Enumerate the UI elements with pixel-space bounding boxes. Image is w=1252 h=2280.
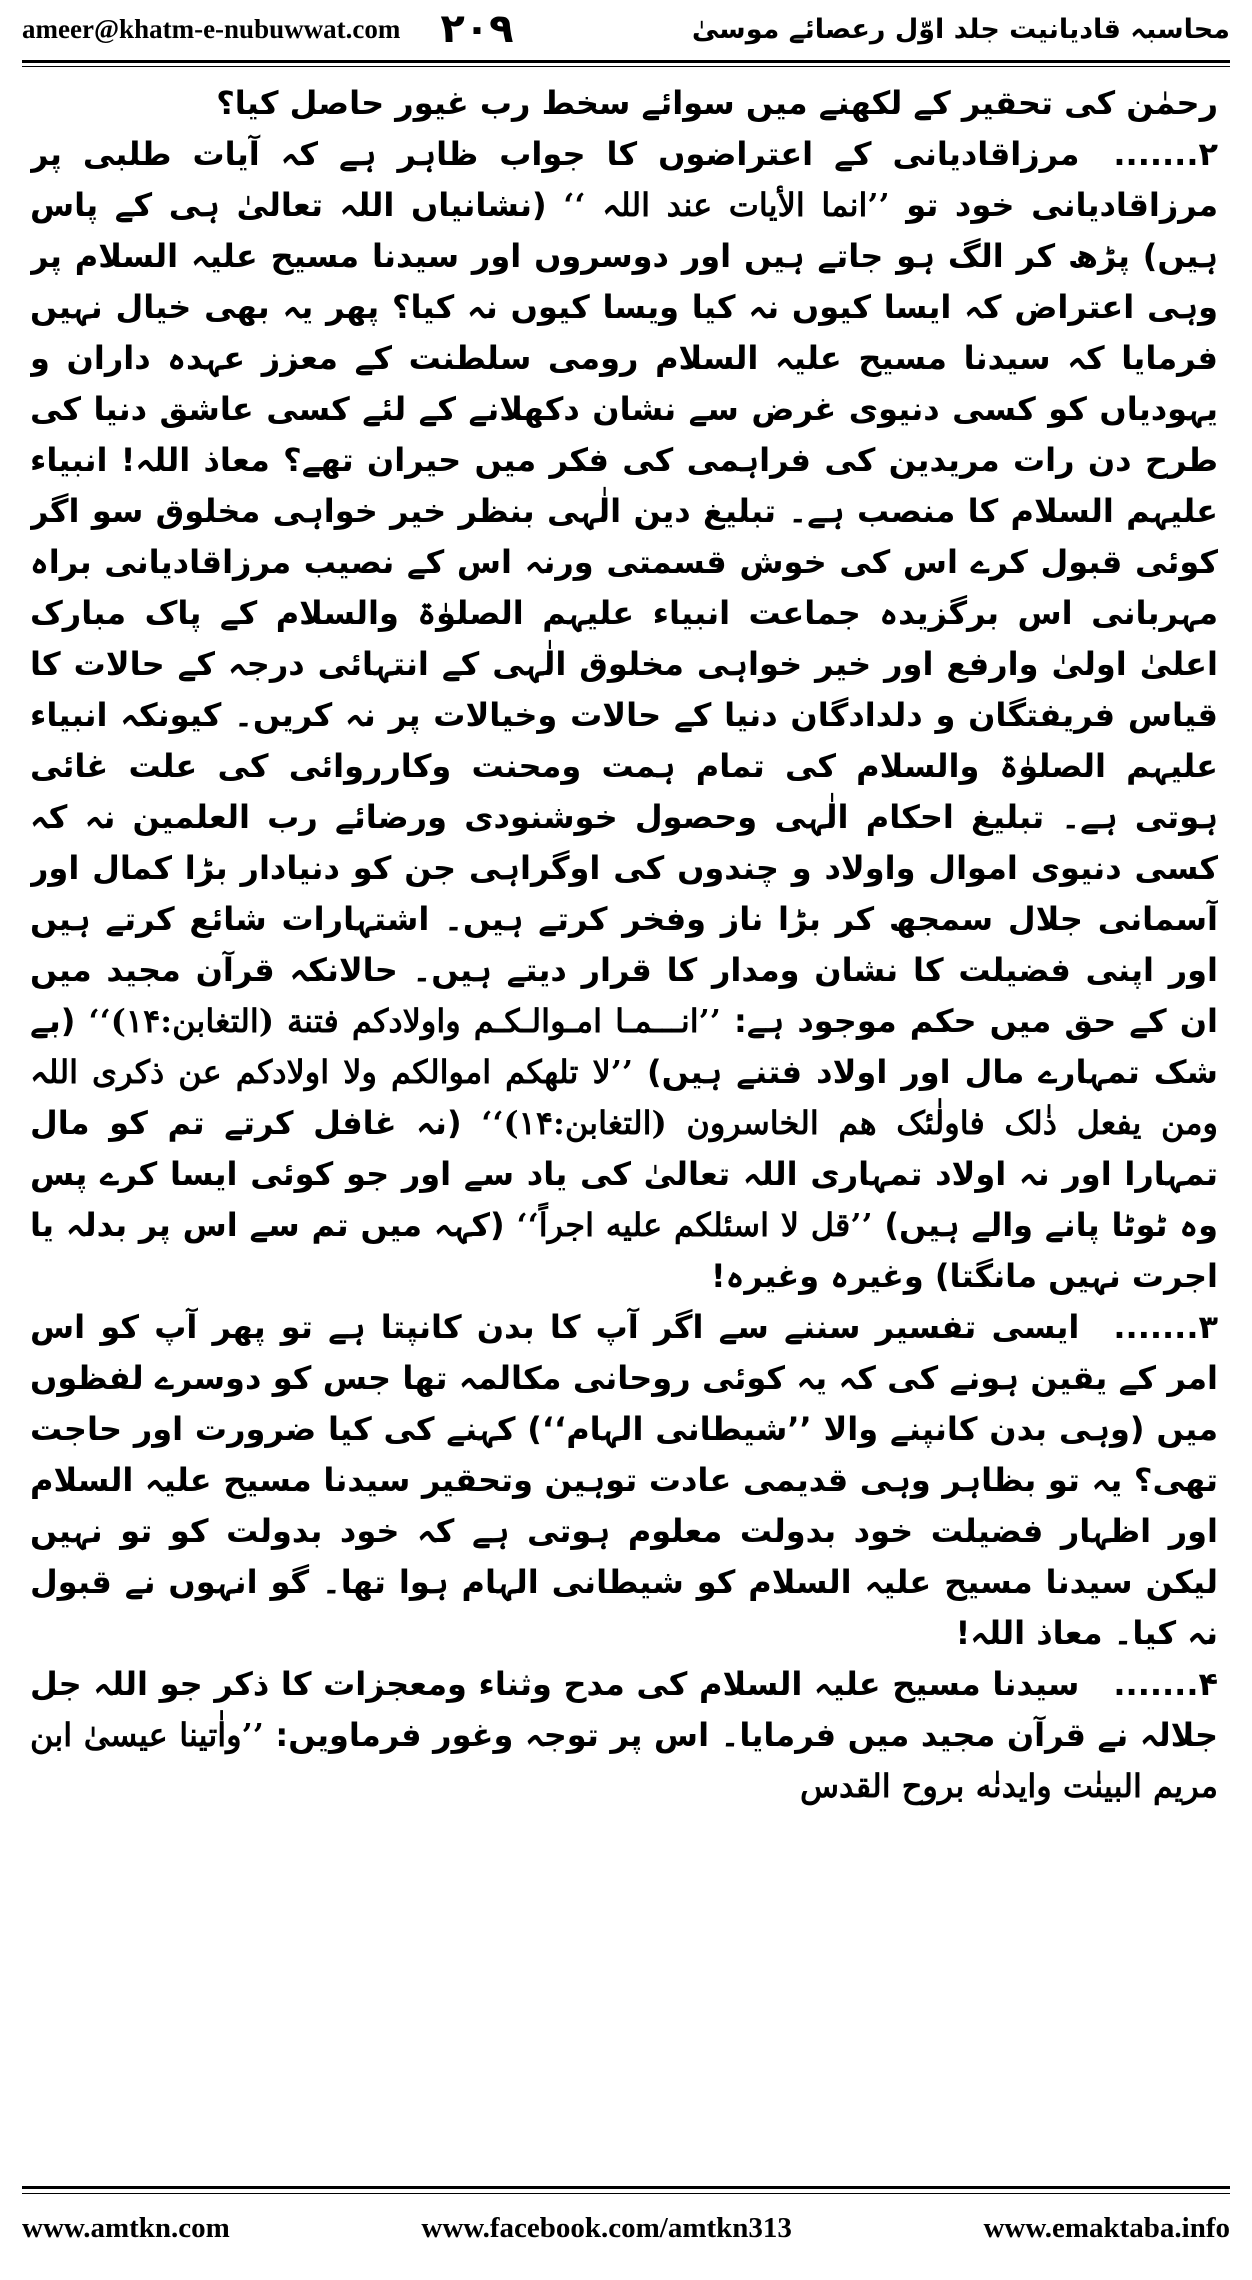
text-segment: (نشانیاں اللہ تعالیٰ ہی کے پاس ہیں) پڑھ کر الگ ہو جاتے ہیں اور دوسروں اور سیدنا مسیح علیہ السلام پر وہی اعتراض کہ ایسا کیوں نہ کیا ویسا کیوں نہ کیا؟ پھر یہ بھی خیال نہیں فرمایا کہ سیدنا مسیح علیہ السلام رومی سلطنت کے معزز عہدہ داران و یہودیاں کو کسی دنیوی غرض سے نشان دکھلانے کے لئے کسی عاشق دنیا کی طرح دن رات مریدین کی فراہمی کی فکر میں حیران تھے؟ معاذ اللہ! انبیاء علیہم السلام کا منصب ہے۔ تبلیغ دین الٰہی بنظر خیر خواہی مخلوق سو اگر کوئی قبول کرے اس کی خوش قسمتی ورنہ اس کے نصیب مرزاقادیانی براہ مہربانی اس برگزیدہ جماعت انبیاء علیہم الصلوٰۃ والسلام کے پاک مبارک اعلیٰ اولیٰ وارفع اور خیر خواہی مخلوق الٰہی کے انتہائی درجہ کے حالات کا قیاس فریفتگان و دلدادگان دنیا کے حالات وخیالات پر نہ کریں۔ کیونکہ انبیاء علیہم الصلوٰۃ والسلام کی تمام ہمت ومحنت وکارروائی کی علت غائی ہوتی ہے۔ تبلیغ احکام الٰہی وحصول خوشنودی ورضائے رب العلمین نہ کہ کسی دنیوی اموال واولاد و چندوں کی اوگراہی جن کو دنیادار بڑا کمال اور آسمانی جلال سمجھ کر بڑا ناز وفخر کرتے ہیں۔ اشتہارات شائع کرتے ہیں اور اپنی فضیلت کا نشان ومدار کا قرار دیتے ہیں۔ حالانکہ قرآن مجید میں ان کے حق میں حکم موجود ہے: (30, 186, 1218, 1040)
paragraph-number: ۲....... (1113, 135, 1218, 173)
text-segment: رحمٰن کی تحقیر کے لکھنے میں سوائے سخط رب غیور حاصل کیا؟ (216, 84, 1218, 122)
page-header (22, 0, 1230, 58)
arabic-quote: ’’لا تلهکم اموالکم ولا اولادکم عن ذکری اللہ ومن یفعل ذٰلک فاولٰئک هم الخاسرون (التغابن:۱۴)‘‘ (30, 1053, 1218, 1142)
footer-link-emaktaba[interactable]: www.emaktaba.info (983, 2211, 1230, 2244)
arabic-quote: ’’قل لا اسئلکم علیه اجراً‘‘ (516, 1206, 873, 1244)
paragraph (30, 1659, 1218, 1812)
page-number: ۲۰۹ (440, 6, 514, 52)
header-email: ameer@khatm-e-nubuwwat.com (22, 13, 401, 44)
header-left (22, 6, 514, 52)
arabic-quote: ’’انما الأیات عند اللہ ‘‘ (563, 186, 890, 224)
arabic-quote: ’’انـــمـا امـوالـکـم واولادکم فتنة (التغابن:۱۴)‘‘ (88, 1002, 721, 1040)
footer-link-amtkn[interactable]: www.amtkn.com (22, 2211, 230, 2244)
paragraph (30, 78, 1218, 129)
header-rule (22, 60, 1230, 63)
text-segment: (کہہ میں تم سے اس پر بدلہ یا اجرت نہیں مانگتا) وغیرہ وغیرہ! (30, 1206, 1218, 1295)
paragraph-number: ۴....... (1113, 1665, 1218, 1703)
paragraph (30, 1302, 1218, 1659)
arabic-quote: ’’واٰتینا عیسیٰ ابن مریم البینٰت وایدنٰه بروح القدس (30, 1716, 1218, 1805)
page-footer (22, 2198, 1230, 2258)
footer-rule-thin (22, 2193, 1230, 2194)
text-segment: (نہ غافل کرتے تم کو مال تمہارا اور نہ اولاد تمہاری اللہ تعالیٰ کی یاد سے اور جو کوئی ایسا کرے پس وہ ٹوٹا پانے والے ہیں) (30, 1104, 1218, 1244)
book-title: محاسبہ قادیانیت جلد اوّل رعصائے موسیٰ (691, 13, 1230, 45)
text-segment: (بے شک تمہارے مال اور اولاد فتنے ہیں) (30, 1002, 1218, 1091)
text-segment: مرزاقادیانی کے اعتراضوں کا جواب ظاہر ہے کہ آیات طلبی پر مرزاقادیانی خود تو (30, 135, 1218, 224)
page-body (30, 78, 1218, 2146)
paragraph-number: ۳....... (1113, 1308, 1218, 1346)
footer-rule (22, 2186, 1230, 2189)
text-segment: سیدنا مسیح علیہ السلام کی مدح وثناء ومعجزات کا ذکر جو اللہ جل جلالہ نے قرآن مجید میں فرمایا۔ اس پر توجہ وغور فرماویں: (30, 1665, 1218, 1754)
text-segment: ایسی تفسیر سننے سے اگر آپ کا بدن کانپتا ہے تو پھر آپ کو اس امر کے یقین ہونے کی کہ یہ کوئی روحانی مکالمہ تھا جس کو دوسرے لفظوں میں (وہی بدن کانپنے والا ’’شیطانی الہام‘‘) کہنے کی کیا ضرورت اور حاجت تھی؟ یہ تو بظاہر وہی قدیمی عادت توہین وتحقیر سیدنا مسیح علیہ السلام اور اظہار فضیلت خود بدولت معلوم ہوتی ہے کہ خود بدولت کو تو نہیں لیکن سیدنا مسیح علیہ السلام کو شیطانی الہام ہوا تھا۔ گو انہوں نے قبول نہ کیا۔ معاذ اللہ! (30, 1308, 1218, 1652)
paragraph (30, 129, 1218, 1302)
header-rule-thin (22, 66, 1230, 67)
footer-link-facebook[interactable]: www.facebook.com/amtkn313 (421, 2211, 792, 2244)
